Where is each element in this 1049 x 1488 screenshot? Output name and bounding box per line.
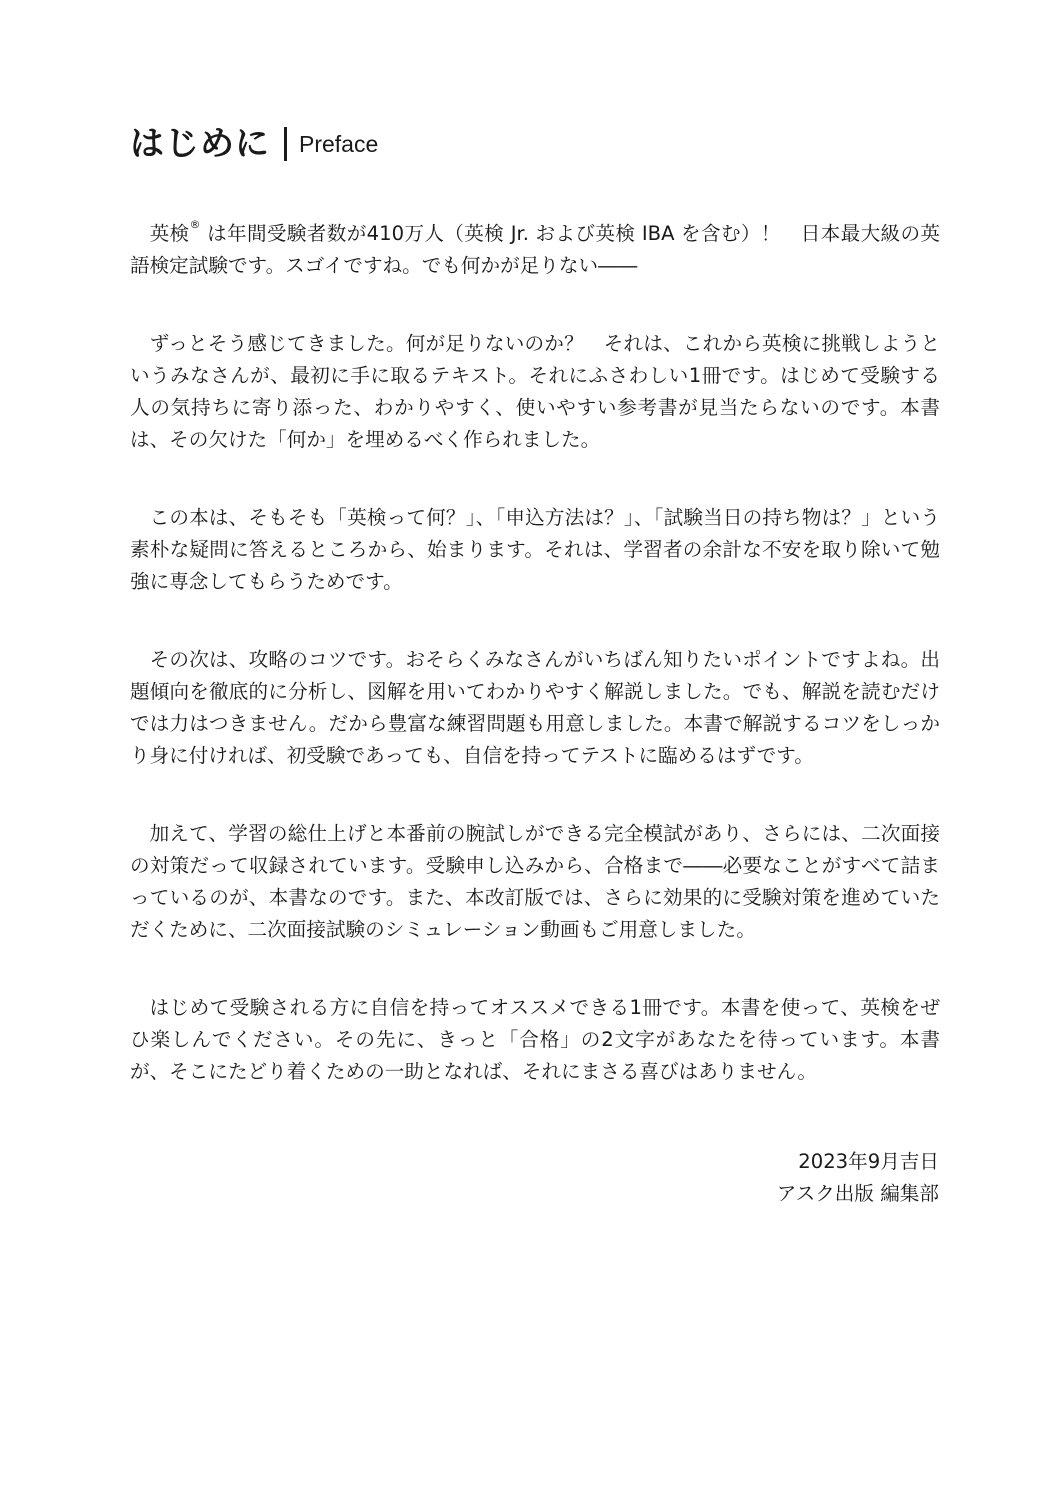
paragraph-4: その次は、攻略のコツです。おそらくみなさんがいちばん知りたいポイントですよね。出題傾向を徹底的に分析し、図解を用いてわかりやすく解説しました。でも、解説を読むだけでは力はつきません。だから豊富な練習問題も用意しました。本書で解説するコツをしっかり身に付ければ、初受験であっても、自信を持ってテストに臨めるはずです。 xyxy=(130,648,940,767)
paragraph-1-rest: は年間受験者数が410万人（英検 Jr. および英検 IBA を含む）！ 日本最大級の英語検定試験です。スゴイですね。でも何かが足りない―― xyxy=(130,222,941,277)
paragraph-2: ずっとそう感じてきました。何が足りないのか？ それは、これから英検に挑戦しようというみなさんが、最初に手に取るテキスト。それにふさわしい1冊です。はじめて受験する人の気持ちに寄り添った、わかりやすく、使いやすい参考書が見当たらないのです。本書は、その欠けた「何か」を埋めるべく作られました。 xyxy=(130,332,940,451)
page-heading xyxy=(130,124,378,164)
paragraph-1 xyxy=(130,218,940,282)
registered-mark: ® xyxy=(189,218,201,231)
title-divider xyxy=(284,127,287,161)
paragraph-1-lead: 英検 xyxy=(149,222,190,245)
paragraph-5: 加えて、学習の総仕上げと本番前の腕試しができる完全模試があり、さらには、二次面接の対策だって収録されています。受験申し込みから、合格まで――必要なことがすべて詰まっているのが、本書なのです。また、本改訂版では、さらに効果的に受験対策を進めていただくために、二次面接試験のシミュレーション動画もご用意しました。 xyxy=(130,822,940,941)
preface-body xyxy=(130,218,940,1134)
signature-block xyxy=(777,1146,939,1210)
paragraph-3: この本は、そもそも「英検って何？」、「申込方法は？」、「試験当日の持ち物は？」という素朴な疑問に答えるところから、始まります。それは、学習者の余計な不安を取り除いて勉強に専念してもらうためです。 xyxy=(130,506,940,593)
page-subtitle: Preface xyxy=(299,131,379,157)
paragraph-6: はじめて受験される方に自信を持ってオススメできる1冊です。本書を使って、英検をぜひ楽しんでください。その先に、きっと「合格」の2文字があなたを待っています。本書が、そこにたどり着くための一助となれば、それにまさる喜びはありません。 xyxy=(130,996,940,1083)
page-title: はじめに xyxy=(130,124,270,164)
signature-author: アスク出版 編集部 xyxy=(776,1182,939,1205)
signature-date: 2023年9月吉日 xyxy=(798,1150,939,1173)
